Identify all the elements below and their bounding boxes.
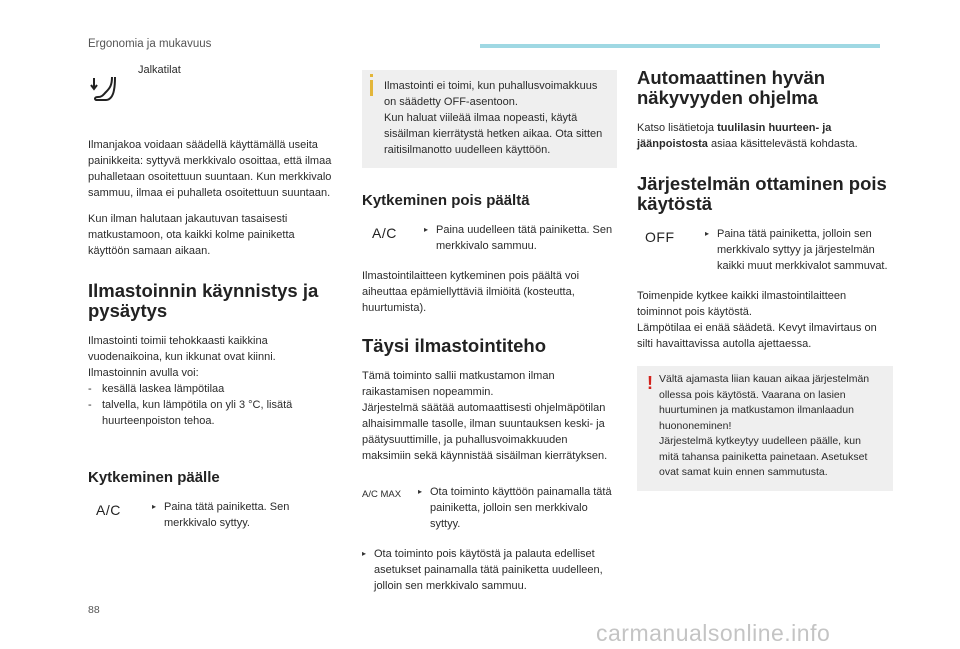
- paragraph: Ilmastointi toimii tehokkaasti kaikkina vuodenaikoina, kun ikkunat ovat kiinni.: [88, 335, 276, 363]
- ac-on-text: Paina tätä painiketta. Sen merkkivalo syttyy.: [164, 501, 290, 529]
- info-icon-bar: [370, 80, 373, 96]
- warning-icon: !: [647, 373, 653, 393]
- arrow-right-icon: ▸: [418, 487, 423, 496]
- warning-note-text: Vältä ajamasta liian kauan aikaa järjestelmän ollessa pois käytöstä. Vaarana on lasien huurtuminen ja matkustamon ilmanlaadun huononeminen! Järjestelmä kytkeytyy uudelleen päälle, kun mitä tahansa painiketta painetaan. Asetukset ovat samat kuin ennen sammutusta.: [659, 373, 870, 478]
- ac-off-text: Paina uudelleen tätä painiketta. Sen merkkivalo sammuu.: [436, 224, 613, 252]
- warning-note: [637, 366, 893, 491]
- paragraph: Tämä toiminto sallii matkustamon ilman raikastamisen nopeammin. Järjestelmä säätää automaattisesti ohjelmäpötilan alhaisimmalle tasolle, ilman suuntauksen keski- ja päätysuuttimille, ja puhallusvoimakkuuden maksimiin sekä käynnistää sisäilman kierrätyksen.: [362, 370, 608, 462]
- paragraph: Ilmanjakoa voidaan säädellä käyttämällä useita painikkeita: syttyvä merkkivalo osoittaa, että ilmaa puhalletaan osoitettuun suuntaan. Kun merkkivalo sammuu, ilmaa ei puhalleta osoitettuun suuntaan.: [88, 139, 332, 199]
- arrow-right-icon: ▸: [152, 502, 157, 511]
- paragraph: Kun ilman halutaan jakautuvan tasaisesti matkustamoon, ota kaikki kolme painiketta käyttöön samaan aikaan.: [88, 213, 295, 257]
- info-note-text: Ilmastointi ei toimi, kun puhallusvoimakkuus on säädetty OFF-asentoon. Kun haluat viileää ilmaa nopeasti, käytä sisäilman kierrätystä hetken aikaa. Ota sitten raitisilmanotto uudelleen käyttöön.: [384, 80, 603, 156]
- heading-switch-on: Kytkeminen päälle: [88, 469, 220, 486]
- paragraph: Ilmastoinnin avulla voi:: [88, 367, 199, 379]
- column-right: [637, 68, 893, 491]
- heading-start-stop: Ilmastoinnin käynnistys ja pysäytys: [88, 280, 319, 321]
- ac-max-button-icon: A/C MAX: [362, 489, 402, 500]
- watermark: carmanualsonline.info: [596, 620, 831, 646]
- off-button-icon: OFF: [645, 229, 675, 245]
- paragraph: Katso lisätietoja tuulilasin huurteen- ja jäänpoistosta asiaa käsittelevästä kohdasta.: [637, 122, 858, 150]
- info-icon: [370, 74, 373, 77]
- arrow-right-icon: ▸: [362, 549, 367, 558]
- paragraph: Toimenpide kytkee kaikki ilmastointilaitteen toiminnot pois käytöstä. Lämpötilaa ei enää säädetä. Kevyt ilmavirtaus on silti havaittavissa autolla ajettaessa.: [637, 290, 877, 350]
- heading-visibility: Automaattinen hyvän näkyvyyden ohjelma: [637, 67, 826, 108]
- paragraph: Ilmastointilaitteen kytkeminen pois päältä voi aiheuttaa epämiellyttäviä ilmiöitä (kosteutta, huurtumista).: [362, 270, 580, 314]
- heading-system-off: Järjestelmän ottaminen pois käytöstä: [637, 173, 887, 214]
- ac-max-off-text: Ota toiminto pois käytöstä ja palauta edelliset asetukset painamalla tätä painiketta uudelleen, jolloin sen merkkivalo sammuu.: [374, 548, 603, 592]
- ac-on-row: [88, 499, 338, 531]
- ac-button-icon: A/C: [96, 502, 121, 518]
- arrow-right-icon: ▸: [424, 225, 429, 234]
- ac-max-on-text: Ota toiminto käyttöön painamalla tätä painiketta, jolloin sen merkkivalo syttyy.: [430, 486, 612, 530]
- list-item: - kesällä laskea lämpötilaa: [88, 383, 225, 395]
- heading-switch-off: Kytkeminen pois päältä: [362, 192, 530, 209]
- heading-full-power: Täysi ilmastointiteho: [362, 335, 547, 356]
- column-left: [88, 62, 338, 531]
- ac-button-icon: A/C: [372, 225, 397, 241]
- benefit-list: [88, 381, 338, 429]
- column-middle: [362, 70, 617, 594]
- header-accent-bar: [480, 44, 880, 48]
- feet-vent-row: [88, 62, 338, 107]
- ac-max-off-row: [362, 546, 617, 594]
- section-title: Ergonomia ja mukavuus: [88, 38, 212, 50]
- list-item: - talvella, kun lämpötila on yli 3 °C, lisätä huurteenpoiston tehoa.: [88, 399, 293, 427]
- off-text: Paina tätä painiketta, jolloin sen merkkivalo syttyy ja järjestelmän kaikki muut merkkivalot sammuvat.: [717, 228, 888, 272]
- ac-max-row: [362, 484, 617, 532]
- ac-off-row: [362, 222, 617, 254]
- info-note: [362, 70, 617, 168]
- page-number: 88: [88, 604, 100, 616]
- arrow-right-icon: ▸: [705, 229, 710, 238]
- off-row: [637, 226, 893, 274]
- feet-vent-label: Jalkatilat: [138, 64, 181, 76]
- feet-vent-icon: [88, 76, 138, 107]
